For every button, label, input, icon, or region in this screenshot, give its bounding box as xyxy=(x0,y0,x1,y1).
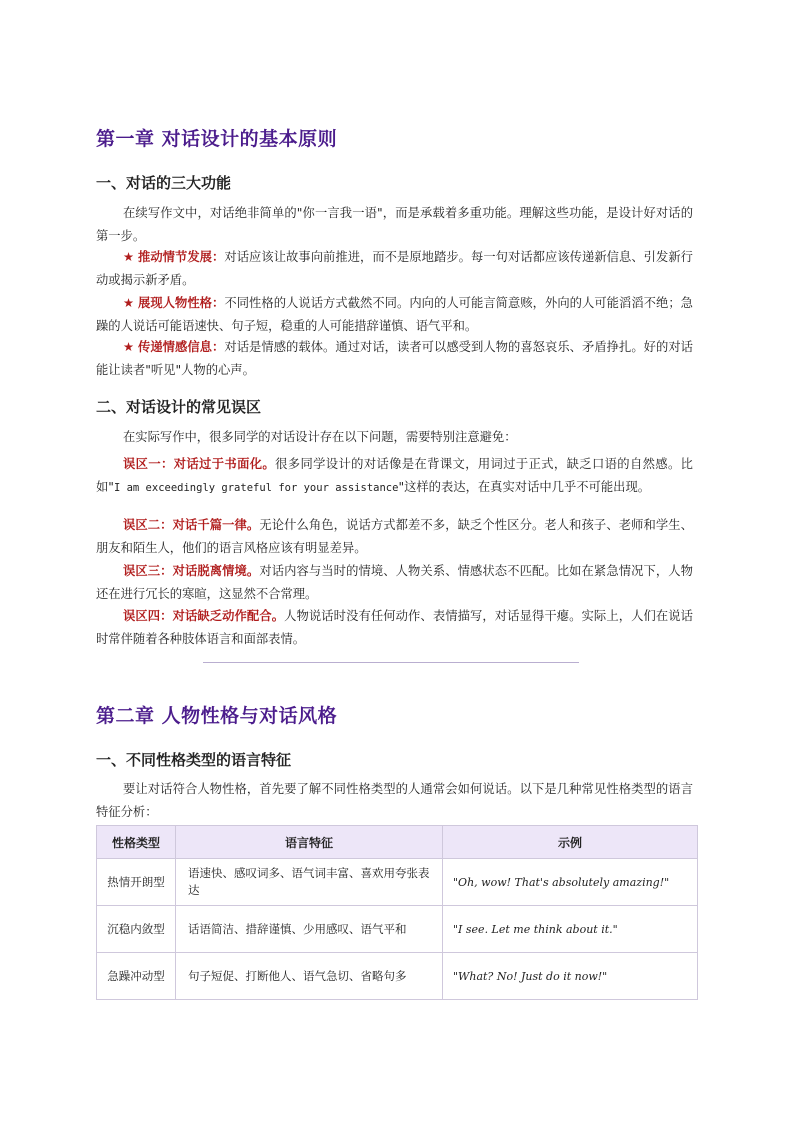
function-item-emotion xyxy=(96,336,693,382)
chapter-divider xyxy=(203,662,579,663)
error-label: 误区一：对话过于书面化。 xyxy=(123,457,276,471)
error-example-code: I am exceedingly grateful for your assistance xyxy=(113,482,399,494)
function-label: 展现人物性格： xyxy=(138,296,225,310)
function-item-character xyxy=(96,292,693,338)
function-text: 不同性格的人说话方式截然不同。内向的人可能言简意赅，外向的人可能滔滔不绝；急躁的人说话可能语速快、句子短，稳重的人可能措辞谨慎、语气平和。 xyxy=(96,296,693,333)
error-label: 误区四：对话缺乏动作配合。 xyxy=(123,609,285,623)
table-header-features: 语言特征 xyxy=(176,826,443,859)
error-item-1 xyxy=(96,453,693,500)
table-row xyxy=(97,859,698,906)
table-cell-features: 句子短促、打断他人、语气急切、省略句多 xyxy=(176,953,443,1000)
table-cell-features: 语速快、感叹词多、语气词丰富、喜欢用夸张表达 xyxy=(176,859,443,906)
function-label: 传递情感信息： xyxy=(138,340,225,354)
section-2-1-intro: 要让对话符合人物性格，首先要了解不同性格类型的人通常会如何说话。以下是几种常见性格类型的语言特征分析： xyxy=(96,782,693,819)
table-header-type: 性格类型 xyxy=(97,826,176,859)
table-cell-example: "Oh, wow! That's absolutely amazing!" xyxy=(443,859,698,906)
table-row xyxy=(97,906,698,953)
error-text-after: "这样的表达，在真实对话中几乎不可能出现。 xyxy=(398,480,651,494)
error-label: 误区二：对话千篇一律。 xyxy=(123,518,260,532)
table-cell-type: 沉稳内敛型 xyxy=(97,906,176,953)
personality-table xyxy=(96,825,698,1000)
star-icon: ★ xyxy=(123,250,135,264)
error-item-4 xyxy=(96,605,693,651)
table-row xyxy=(97,953,698,1000)
table-cell-example: "I see. Let me think about it." xyxy=(443,906,698,953)
section-2-1-title: 一、不同性格类型的语言特征 xyxy=(96,751,292,769)
section-1-2-title: 二、对话设计的常见误区 xyxy=(96,398,262,416)
section-1-2-intro: 在实际写作中，很多同学的对话设计存在以下问题，需要特别注意避免： xyxy=(123,430,517,444)
function-label: 推动情节发展： xyxy=(138,250,225,264)
table-header-example: 示例 xyxy=(443,826,698,859)
table-header-row xyxy=(97,826,698,859)
chapter-1-title: 第一章 对话设计的基本原则 xyxy=(96,128,338,150)
error-text: 很多同学设计的对话像是在背课文，用词过于正式，缺乏口语的自然感。比如" xyxy=(96,457,693,494)
table-cell-type: 急躁冲动型 xyxy=(97,953,176,1000)
error-text: 人物说话时没有任何动作、表情描写，对话显得干瘪。实际上，人们在说话时常伴随着各种肢体语言和面部表情。 xyxy=(96,609,693,646)
error-text: 对话内容与当时的情境、人物关系、情感状态不匹配。比如在紧急情况下，人物还在进行冗长的寒暄，这显然不合常理。 xyxy=(96,564,693,601)
error-label: 误区三：对话脱离情境。 xyxy=(123,564,260,578)
error-item-3 xyxy=(96,560,693,606)
chapter-2-title: 第二章 人物性格与对话风格 xyxy=(96,705,338,727)
section-1-1-intro: 在续写作文中，对话绝非简单的"你一言我一语"，而是承载着多重功能。理解这些功能，是设计好对话的第一步。 xyxy=(96,206,693,243)
star-icon: ★ xyxy=(123,340,135,354)
function-text: 对话是情感的载体。通过对话，读者可以感受到人物的喜怒哀乐、矛盾挣扎。好的对话能让读者"听见"人物的心声。 xyxy=(96,340,693,377)
error-text: 无论什么角色，说话方式都差不多，缺乏个性区分。老人和孩子、老师和学生、朋友和陌生人，他们的语言风格应该有明显差异。 xyxy=(96,518,693,555)
star-icon: ★ xyxy=(123,296,135,310)
function-item-plot xyxy=(96,246,693,292)
error-item-2 xyxy=(96,514,693,560)
section-1-1-title: 一、对话的三大功能 xyxy=(96,174,232,192)
table-cell-type: 热情开朗型 xyxy=(97,859,176,906)
function-text: 对话应该让故事向前推进，而不是原地踏步。每一句对话都应该传递新信息、引发新行动或揭示新矛盾。 xyxy=(96,250,693,287)
table-cell-features: 话语简洁、措辞谨慎、少用感叹、语气平和 xyxy=(176,906,443,953)
table-cell-example: "What? No! Just do it now!" xyxy=(443,953,698,1000)
